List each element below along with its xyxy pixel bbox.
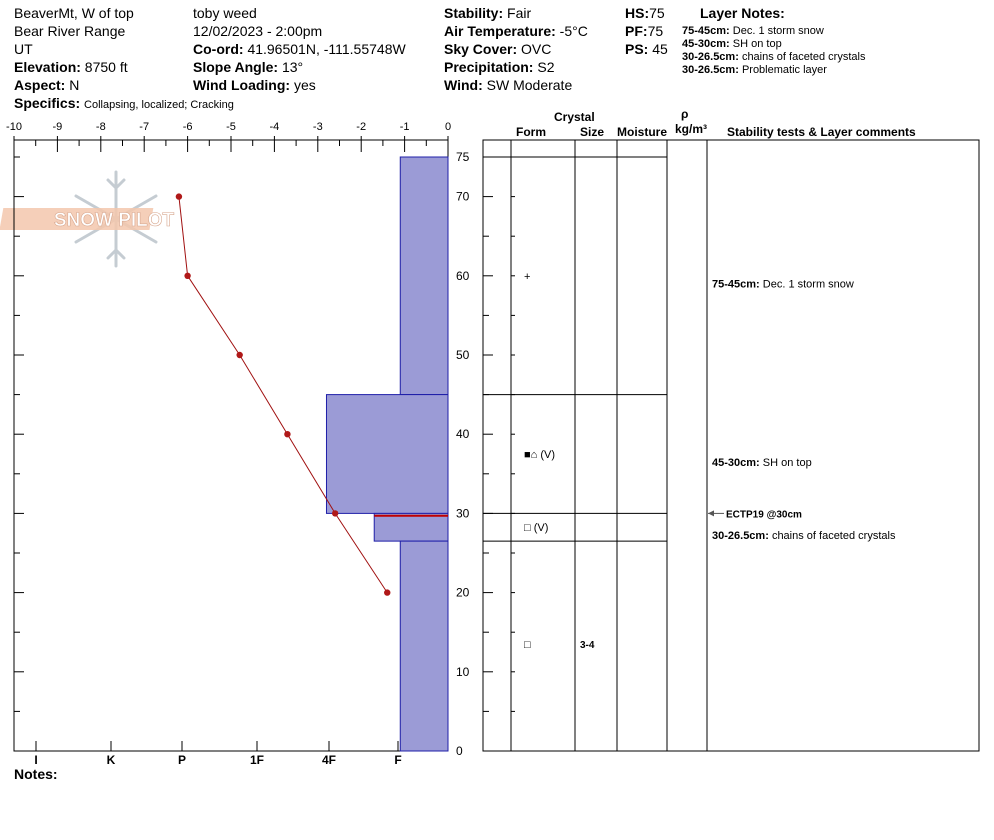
temp-tick-label: -5 — [226, 121, 236, 133]
sky-cover: Sky Cover: OVC — [444, 41, 552, 57]
temperature-point — [184, 273, 190, 279]
layer-comment-text: SH on top — [762, 456, 812, 469]
layer-note: 45-30cm: SH on top — [682, 38, 782, 50]
observer: toby weed — [193, 5, 257, 21]
layer-note: 30-26.5cm: Problematic layer — [682, 64, 827, 76]
layer-note: 75-45cm: Dec. 1 storm snow — [682, 25, 824, 37]
temp-tick-label: 0 — [444, 121, 452, 133]
height-tick-label: 50 — [456, 348, 470, 362]
stability-test-label: ECTP19 @30cm — [726, 509, 802, 521]
crystal-form: □ (V) — [524, 521, 549, 534]
stability-tests-header: Stability tests & Layer comments — [727, 125, 916, 139]
temp-tick-label: -3 — [312, 121, 323, 133]
hardness-layer-bar — [374, 513, 448, 541]
height-tick-label: 40 — [456, 427, 470, 442]
rho-header: ρ — [681, 107, 689, 121]
temp-tick-label: -1 — [399, 121, 410, 133]
hardness-layer-bar — [400, 541, 448, 751]
notes-label: Notes: — [14, 766, 58, 782]
layer-comment-range: 45-30cm: — [712, 456, 763, 469]
crystal-header: Crystal — [554, 110, 595, 124]
height-tick-label: 10 — [456, 664, 470, 679]
state: UT — [14, 41, 33, 57]
crystal-size: 3-4 — [580, 640, 595, 652]
layer-comment — [712, 457, 812, 469]
temp-tick-label: -6 — [182, 121, 193, 133]
layer-comment-text: chains of faceted crystals — [771, 529, 896, 542]
size-header: Size — [580, 125, 605, 139]
moisture-header: Moisture — [617, 125, 668, 139]
temp-tick-label: -9 — [52, 121, 63, 133]
hardness-label: I — [34, 753, 38, 767]
hardness-label: 1F — [249, 753, 265, 767]
pf-value: PF:75 — [625, 23, 664, 39]
temperature-point — [332, 510, 338, 516]
crystal-form: □ — [524, 639, 531, 652]
date-time: 12/02/2023 - 2:00pm — [193, 23, 323, 39]
layer-comment — [712, 530, 896, 542]
hardness-label: K — [106, 753, 116, 767]
elevation: Elevation: 8750 ft — [14, 59, 128, 75]
temp-tick-label: -10 — [6, 121, 22, 133]
location-name: BeaverMt, W of top — [14, 5, 134, 21]
air-temperature: Air Temperature: -5°C — [444, 23, 588, 39]
height-tick-label: 70 — [456, 189, 470, 204]
specifics: Specifics: Collapsing, localized; Cracking — [14, 95, 234, 111]
hardness-label: P — [177, 753, 187, 767]
coordinates: Co-ord: 41.96501N, -111.55748W — [193, 41, 406, 57]
hs-value: HS:75 — [625, 5, 665, 21]
logo-text: SNOW PILOT — [53, 210, 175, 231]
hardness-label: 4F — [321, 753, 337, 767]
height-tick-label: 0 — [456, 744, 463, 758]
table-column-dividers — [511, 140, 707, 751]
layer-note: 30-26.5cm: chains of faceted crystals — [682, 51, 866, 63]
temperature-point — [176, 193, 182, 199]
layer-comment — [712, 279, 854, 291]
ps-value: PS: 45 — [625, 41, 668, 57]
crystal-form: + — [524, 270, 531, 283]
height-tick-label: 75 — [456, 150, 470, 164]
temp-tick-label: -4 — [269, 121, 280, 133]
form-header: Form — [516, 125, 546, 139]
precipitation: Precipitation: S2 — [444, 59, 555, 75]
crystal-form: ■⌂ (V) — [524, 449, 556, 461]
height-tick-label: 20 — [456, 585, 470, 600]
density-unit-header: kg/m³ — [675, 122, 708, 136]
height-tick-label: 30 — [456, 506, 470, 521]
layer-comment-text: Dec. 1 storm snow — [762, 278, 854, 291]
layer-notes-title: Layer Notes: — [700, 5, 785, 21]
wind: Wind: SW Moderate — [444, 77, 573, 93]
hardness-label: F — [394, 753, 402, 767]
layer-table-frame — [483, 140, 979, 751]
layer-comment-range: 75-45cm: — [712, 278, 763, 291]
stability: Stability: Fair — [444, 5, 532, 21]
wind-loading: Wind Loading: yes — [193, 77, 316, 93]
height-tick-label: 60 — [456, 268, 470, 283]
snowpilot-logo — [0, 172, 175, 266]
temp-tick-label: -7 — [139, 121, 150, 133]
temperature-point — [384, 589, 390, 595]
aspect: Aspect: N — [14, 77, 80, 93]
mountain-range: Bear River Range — [14, 23, 126, 39]
layer-comment-range: 30-26.5cm: — [712, 529, 772, 542]
stability-test-arrowhead — [708, 510, 714, 516]
hardness-layer-bar — [326, 395, 448, 514]
slope-angle: Slope Angle: 13° — [193, 59, 304, 75]
hardness-layer-bar — [400, 157, 448, 395]
temp-tick-label: -8 — [95, 121, 106, 133]
temp-tick-label: -2 — [356, 121, 367, 133]
temperature-point — [236, 352, 242, 358]
temperature-point — [284, 431, 290, 437]
